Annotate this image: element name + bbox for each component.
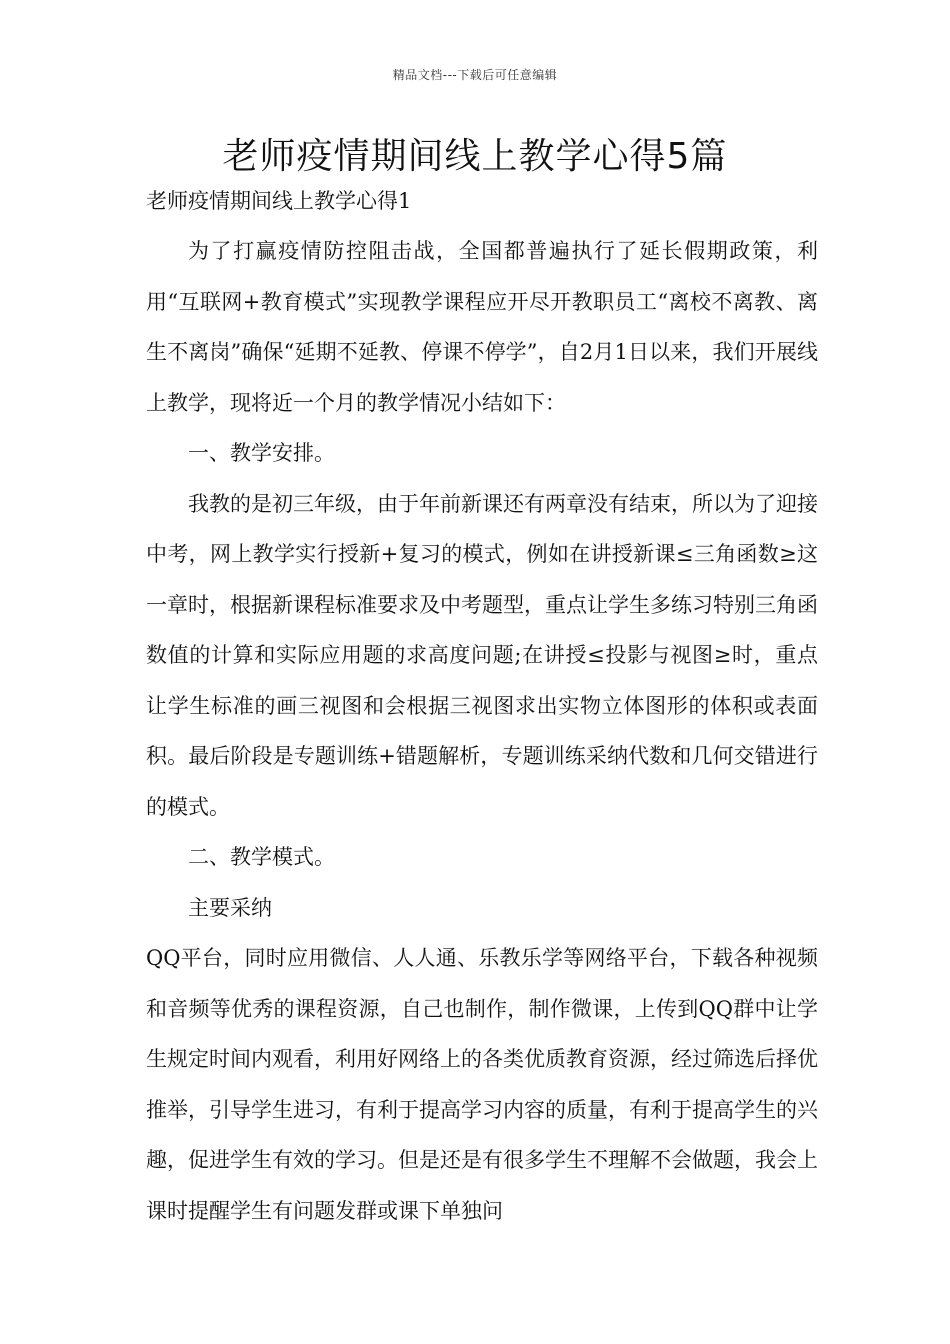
paragraph-intro: 为了打赢疫情防控阻击战，全国都普遍执行了延长假期政策，利用“互联网+教育模式”实现教学课程应开尽开教职员工“离校不离教、离生不离岗”确保“延期不延教、停课不停学”，自2月1日以来，我们开展线上教学，现将近一个月的教学情况小结如下： (146, 239, 818, 415)
paragraph-teaching-mode: QQ平台，同时应用微信、人人通、乐教乐学等网络平台，下载各种视频和音频等优秀的课程资源，自己也制作，制作微课，上传到QQ群中让学生规定时间内观看，利用好网络上的各类优质教育资源，经过筛选后择优推举，引导学生进习，有利于提高学习内容的质量，有利于提高学生的兴趣，促进学生有效的学习。但是还是有很多学生不理解不会做题，我会上课时提醒学生有问题发群或课下单独问 (146, 946, 818, 1223)
heading-main-adoption: 主要采纳 (188, 895, 272, 920)
document-title: 老师疫情期间线上教学心得5篇 (222, 136, 728, 177)
heading-teaching-mode: 二、教学模式。 (188, 845, 335, 869)
header-note: 精品文档---下载后可任意编辑 (392, 68, 558, 82)
document-body (146, 184, 818, 1236)
paragraph-teaching-arrangement: 我教的是初三年级，由于年前新课还有两章没有结束，所以为了迎接中考，网上教学实行授新+复习的模式，例如在讲授新课≤三角函数≥这一章时，根据新课程标准要求及中考题型，重点让学生多练习特别三角函数值的计算和实际应用题的求高度问题;在讲授≤投影与视图≥时，重点让学生标准的画三视图和会根据三视图求出实物立体图形的体积或表面积。最后阶段是专题训练+错题解析，专题训练采纳代数和几何交错进行的模式。 (146, 491, 818, 819)
section-title: 老师疫情期间线上教学心得1 (146, 189, 412, 213)
heading-teaching-arrangement: 一、教学安排。 (188, 441, 335, 465)
